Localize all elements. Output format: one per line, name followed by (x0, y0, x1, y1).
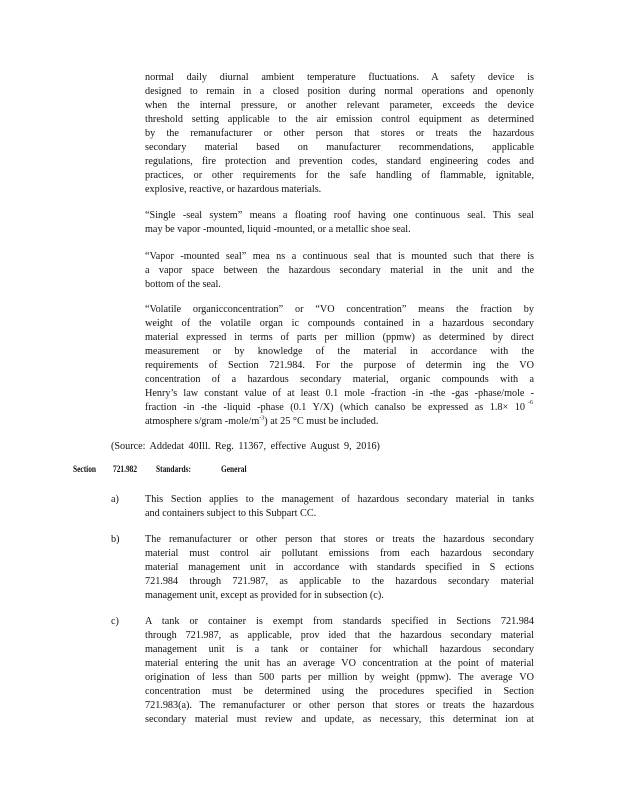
text-line: may be vapor -mounted, liquid -mounted, or a metallic shoe seal. (145, 224, 411, 235)
text-line: A tank or container is exempt from standards specified in Sections 721.984 (145, 616, 534, 627)
section-word: Section (73, 465, 97, 475)
text-fragment: atmosphere s/gram -mole/m (145, 416, 260, 427)
subsection-c (145, 615, 534, 727)
section-title: Standards: (156, 465, 192, 475)
definition-single-seal (145, 209, 534, 237)
subsection-label: a) (111, 494, 119, 505)
text-line: weight of the volatile organ ic compounds contained in a hazardous secondary (145, 318, 534, 329)
source-note (111, 440, 531, 454)
text-line-body: fraction -in -the -liquid -phase (0.1 Y/X) (which canalso be expressed as 1.8× 10 (145, 402, 525, 413)
text-line: measurement or by knowledge of the material in accordance with the (145, 346, 534, 357)
text-line: Henry’s law constant value of at least 0.1 mole -fraction -in -the -gas -phase/mole - (145, 388, 534, 399)
subsection-label: c) (111, 616, 119, 627)
text-line: requirements of Section 721.984. For the purpose of determin ing the VO (145, 360, 534, 371)
text-line: material entering the unit has an average VO concentration at the point of material (145, 658, 534, 669)
text-line: bottom of the seal. (145, 279, 221, 290)
text-line: This Section applies to the management of hazardous secondary material in tanks (145, 494, 534, 505)
text-line: a vapor space between the hazardous secondary material in the unit and the (145, 265, 534, 276)
definition-vo-concentration (145, 303, 534, 429)
text-line: “Volatile organicconcentration” or “VO concentration” means the fraction by (145, 304, 534, 315)
text-fragment: ) at 25 °C must be included. (264, 416, 379, 427)
subsection-a (145, 493, 534, 521)
text-line: practices, or other requirements for the safe handling of flammable, ignitable, (145, 170, 534, 181)
text-line (145, 415, 534, 429)
text-line: concentration must be determined using the procedures specified in Section (145, 686, 534, 697)
subsection-label: b) (111, 534, 120, 545)
subsection-b (145, 533, 534, 603)
section-subtitle: General (221, 465, 247, 475)
text-line: 721.984 through 721.987, as applicable to the hazardous secondary material (145, 576, 534, 587)
text-line: material management unit in accordance with standards specified in S ections (145, 562, 534, 573)
text-line: material expressed in terms of parts per million (ppmw) as determined by direct (145, 332, 534, 343)
text-line: origination of less than 500 parts per million by weight (ppmw). The average VO (145, 672, 534, 683)
text-line: threshold setting applicable to the air emission control equipment as determined (145, 114, 534, 125)
text-line: (Source: Addedat 40Ill. Reg. 11367, effective August 9, 2016) (111, 441, 380, 452)
text-line: “Single -seal system” means a floating roof having one continuous seal. This seal (145, 210, 534, 221)
continuation-paragraph (145, 71, 534, 197)
text-line: management unit is a tank or container for whichall hazardous secondary (145, 644, 534, 655)
text-line: The remanufacturer or other person that stores or treats the hazardous secondary (145, 534, 534, 545)
text-line: 721.983(a). The remanufacturer or other person that stores or treats the hazardous (145, 700, 534, 711)
text-line: material must control air pollutant emissions from each hazardous secondary (145, 548, 534, 559)
text-line: explosive, reactive, or hazardous materials. (145, 184, 322, 195)
text-line: by the remanufacturer or other person that stores or treats the hazardous (145, 128, 534, 139)
superscript: -3 (259, 415, 265, 422)
text-line: normal daily diurnal ambient temperature fluctuations. A safety device is (145, 72, 534, 83)
text-line: concentration of a hazardous secondary material, organic compounds with a (145, 374, 534, 385)
text-line: “Vapor -mounted seal” mea ns a continuous seal that is mounted such that there is (145, 251, 534, 262)
text-line: designed to remain in a closed position during normal operations and openonly (145, 86, 534, 97)
text-line: when the internal pressure, or another relevant parameter, exceeds the device (145, 100, 534, 111)
definition-vapor-mounted-seal (145, 250, 534, 292)
text-line: and containers subject to this Subpart CC. (145, 508, 317, 519)
exponent: -6 (528, 400, 533, 406)
text-line: secondary material based on manufacturer recommendations, applicable (145, 142, 534, 153)
text-line: through 721.987, as applicable, prov ided that the hazardous secondary material (145, 630, 534, 641)
text-line: regulations, fire protection and prevention codes, standard engineering codes and (145, 156, 534, 167)
text-line (145, 401, 534, 415)
text-line: management unit, except as provided for in subsection (c). (145, 590, 384, 601)
section-number: 721.982 (113, 465, 138, 475)
text-line: secondary material must review and update, as necessary, this determinat ion at (145, 714, 534, 725)
